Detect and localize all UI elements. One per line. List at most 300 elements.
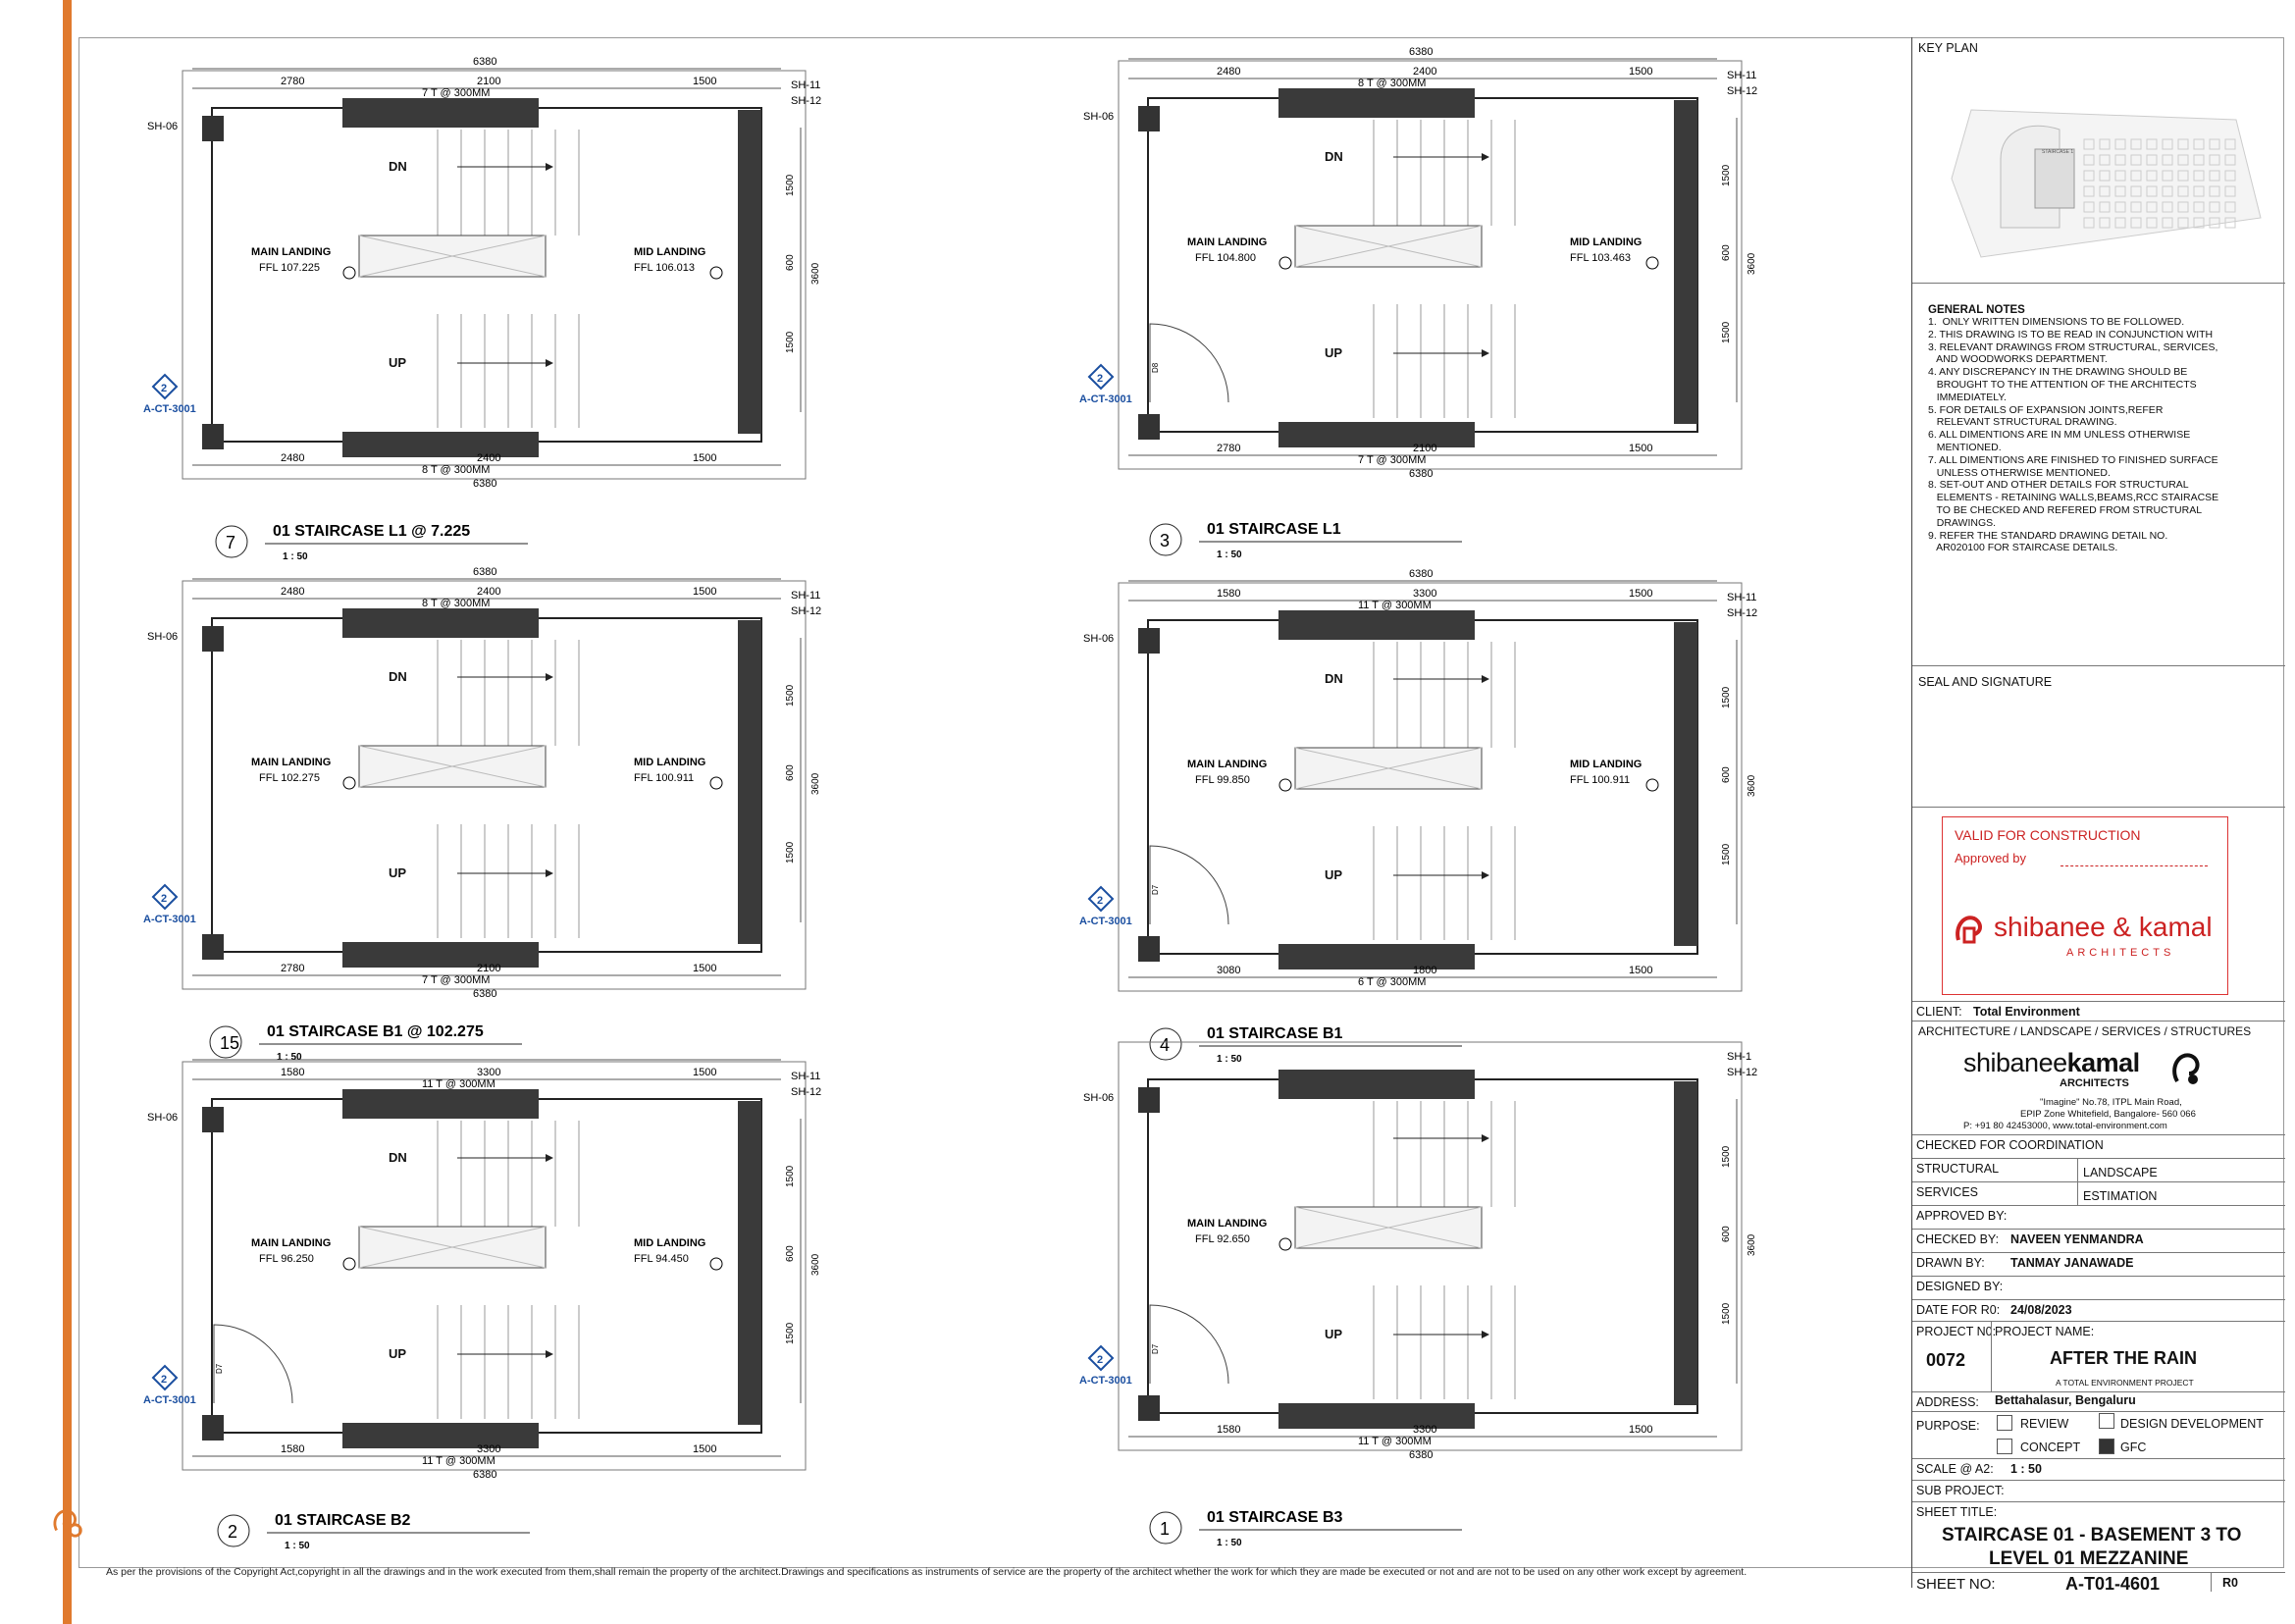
dim-value: 1580 (1217, 1424, 1241, 1436)
dim-total: 6380 (1409, 1449, 1434, 1461)
top-wall-block (342, 1089, 539, 1119)
checked-by-name: NAVEEN YENMANDRA (2010, 1232, 2144, 1246)
tread-spec: 8 T @ 300MM (1358, 78, 1427, 89)
dim-value: 3300 (477, 1067, 501, 1078)
sh-tag: SH-1 (1727, 1051, 1752, 1063)
stamp-firm-name: shibanee & kamal (1994, 912, 2213, 942)
firm-address-3: P: +91 80 42453000, www.total-environment.com (1963, 1121, 2167, 1131)
drawn-by-label: DRAWN BY: (1916, 1256, 1985, 1270)
sheet-title-line-1: STAIRCASE 01 - BASEMENT 3 TO (1942, 1525, 2242, 1545)
sheet-no: A-T01-4601 (2065, 1574, 2161, 1594)
tread-spec: 11 T @ 300MM (422, 1455, 496, 1467)
copyright-notice: As per the provisions of the Copyright Act,copyright in all the drawings and in the work executed from them,shall remain the property of the architect.Drawings and specifications as instruments of service are the property of the architect whether the work for which they are made be executed or not and are not to be used on any other work except by agreement. (106, 1566, 1747, 1578)
vdim: 3600 (810, 262, 821, 285)
arrow-head-icon (1482, 349, 1489, 357)
top-wall-block (1278, 610, 1475, 640)
main-landing-ffl: FFL 107.225 (259, 262, 320, 274)
main-landing-ffl: FFL 102.275 (259, 772, 320, 784)
stamp-valid: VALID FOR CONSTRUCTION (1955, 827, 2141, 843)
sh-tag: SH-06 (1083, 633, 1115, 645)
sh-tag: SH-12 (791, 95, 822, 107)
concept-checkbox (1997, 1439, 2012, 1454)
view-scale: 1 : 50 (285, 1541, 310, 1551)
dim-value: 1500 (693, 76, 717, 87)
design-development-checkbox (2099, 1413, 2114, 1429)
section-marker-num: 2 (161, 1374, 168, 1386)
door-tag: D7 (1151, 884, 1160, 895)
general-note: MENTIONED. (1928, 441, 2002, 453)
tread-spec: 7 T @ 300MM (1358, 454, 1427, 466)
vdim: 600 (785, 254, 796, 271)
dn-label: DN (1325, 671, 1343, 686)
general-note: BROUGHT TO THE ATTENTION OF THE ARCHITECTS (1928, 378, 2197, 391)
general-note: 1. ONLY WRITTEN DIMENSIONS TO BE FOLLOWED. (1928, 316, 2185, 328)
door-swing (1150, 846, 1228, 924)
arrow-head-icon (1482, 1331, 1489, 1338)
main-landing-ffl: FFL 96.250 (259, 1253, 314, 1265)
dim-value: 1800 (1413, 965, 1437, 976)
level-marker-icon (1646, 257, 1658, 269)
key-plan-label: KEY PLAN (1918, 41, 1978, 55)
dim-total: 6380 (1409, 46, 1434, 58)
project-sub: A TOTAL ENVIRONMENT PROJECT (2056, 1378, 2194, 1388)
staircase-plan-2 (143, 1060, 821, 1551)
approved-by-label: APPROVED BY: (1916, 1209, 2008, 1223)
seal-label: SEAL AND SIGNATURE (1918, 675, 2053, 689)
address-label: ADDRESS: (1916, 1395, 1979, 1409)
vdim: 3600 (1747, 774, 1757, 797)
key-plan-staircase-label: STAIRCASE 1 (2042, 149, 2074, 155)
column (1138, 1087, 1160, 1113)
level-marker-icon (710, 1258, 722, 1270)
view-scale: 1 : 50 (1217, 1054, 1242, 1065)
column (202, 1415, 224, 1441)
firm-logo-text: shibaneekamal (1963, 1048, 2140, 1077)
mid-landing-label: MID LANDING (634, 246, 706, 258)
dim-value: 3300 (1413, 588, 1437, 600)
dn-label: DN (389, 1150, 407, 1165)
top-wall-block (342, 98, 539, 128)
disciplines: ARCHITECTURE / LANDSCAPE / SERVICES / STRUCTURES (1918, 1024, 2252, 1038)
view-number: 2 (228, 1522, 238, 1542)
sh-tag: SH-11 (791, 79, 821, 91)
stamp-logo-icon (1953, 911, 1988, 946)
section-marker-num: 2 (1097, 895, 1104, 907)
bottom-wall-block (342, 942, 539, 968)
dim-value: 2400 (477, 586, 501, 598)
section-marker-num: 2 (1097, 1354, 1104, 1366)
door-swing (214, 1325, 292, 1403)
column (1138, 628, 1160, 654)
tread-spec: 7 T @ 300MM (422, 974, 491, 986)
dn-label: DN (389, 159, 407, 174)
dim-value: 1500 (1629, 443, 1653, 454)
general-note: RELEVANT STRUCTURAL DRAWING. (1928, 416, 2117, 429)
column (202, 424, 224, 449)
client-label: CLIENT: (1916, 1005, 1962, 1019)
sh-tag: SH-06 (147, 121, 179, 132)
view-title: 01 STAIRCASE B1 @ 102.275 (267, 1023, 484, 1040)
section-ref: A-CT-3001 (1079, 393, 1132, 405)
firm-address-1: "Imagine" No.78, ITPL Main Road, (2040, 1097, 2182, 1108)
tread-spec: 8 T @ 300MM (422, 598, 491, 609)
arrow-head-icon (1482, 871, 1489, 879)
dim-total: 6380 (473, 988, 497, 1000)
view-scale: 1 : 50 (283, 551, 308, 562)
general-note: 5. FOR DETAILS OF EXPANSION JOINTS,REFER (1928, 403, 2164, 416)
review-checkbox (1997, 1415, 2012, 1431)
dim-value: 1580 (1217, 588, 1241, 600)
level-marker-icon (1279, 1238, 1291, 1250)
vdim: 3600 (1747, 1233, 1757, 1256)
vdim: 600 (785, 764, 796, 781)
dim-value: 1500 (693, 1067, 717, 1078)
title-block (1911, 37, 2285, 1594)
column (1138, 1395, 1160, 1421)
mid-landing-ffl: FFL 100.911 (1570, 774, 1631, 786)
revision: R0 (2222, 1576, 2238, 1590)
column (202, 626, 224, 652)
project-name: AFTER THE RAIN (2050, 1348, 2197, 1368)
sh-tag: SH-06 (1083, 1092, 1115, 1104)
sub-project-label: SUB PROJECT: (1916, 1484, 2005, 1497)
dim-value: 3300 (477, 1443, 501, 1455)
right-wall-block (1674, 622, 1697, 946)
general-note: TO BE CHECKED AND REFERED FROM STRUCTURAL (1928, 503, 2203, 516)
tread-spec: 11 T @ 300MM (1358, 1436, 1432, 1447)
view-number: 4 (1160, 1035, 1171, 1055)
vdim: 3600 (1747, 252, 1757, 275)
main-landing-ffl: FFL 99.850 (1195, 774, 1250, 786)
right-wall-block (738, 620, 761, 944)
staircase-plan-7 (143, 56, 821, 562)
level-marker-icon (343, 1258, 355, 1270)
sh-tag: SH-12 (791, 1086, 822, 1098)
main-landing-label: MAIN LANDING (251, 1237, 332, 1249)
main-landing-label: MAIN LANDING (251, 757, 332, 768)
section-marker-num: 2 (161, 893, 168, 905)
view-title: 01 STAIRCASE B3 (1207, 1509, 1343, 1526)
vdim: 1500 (785, 174, 796, 196)
vdim: 1500 (1721, 1302, 1732, 1325)
address-value: Bettahalasur, Bengaluru (1995, 1393, 2136, 1407)
sh-tag: SH-11 (1727, 70, 1757, 81)
top-wall-block (342, 608, 539, 638)
sh-tag: SH-12 (1727, 1067, 1758, 1078)
purpose-label: PURPOSE: (1916, 1419, 1980, 1433)
review-label: REVIEW (2020, 1417, 2069, 1431)
right-wall-block (738, 110, 761, 434)
mid-landing-label: MID LANDING (634, 1237, 706, 1249)
dn-label: DN (389, 669, 407, 684)
main-landing-ffl: FFL 104.800 (1195, 252, 1256, 264)
section-marker-num: 2 (161, 383, 168, 394)
dim-value: 1500 (1629, 965, 1653, 976)
level-marker-icon (1279, 257, 1291, 269)
dim-value: 2780 (281, 76, 305, 87)
general-note: 3. RELEVANT DRAWINGS FROM STRUCTURAL, SERVICES, (1928, 341, 2218, 353)
stamp-approved: Approved by (1955, 851, 2026, 865)
arrow-head-icon (546, 1154, 553, 1162)
tread-spec: 11 T @ 300MM (1358, 600, 1432, 611)
general-note: 6. ALL DIMENTIONS ARE IN MM UNLESS OTHERWISE (1928, 429, 2191, 442)
general-note: 7. ALL DIMENTIONS ARE FINISHED TO FINISHED SURFACE (1928, 453, 2218, 466)
concept-label: CONCEPT (2020, 1441, 2081, 1454)
dim-value: 2100 (477, 963, 501, 974)
arrow-head-icon (1482, 1134, 1489, 1142)
checked-by-label: CHECKED BY: (1916, 1232, 2000, 1246)
dim-value: 1580 (281, 1443, 305, 1455)
mid-landing-label: MID LANDING (634, 757, 706, 768)
dn-label: DN (1325, 149, 1343, 164)
up-label: UP (389, 355, 407, 370)
general-note: UNLESS OTHERWISE MENTIONED. (1928, 466, 2111, 479)
vdim: 1500 (1721, 321, 1732, 343)
vdim: 600 (785, 1245, 796, 1262)
sh-tag: SH-12 (1727, 85, 1758, 97)
right-wall-block (1674, 1081, 1697, 1405)
scale-value: 1 : 50 (2010, 1462, 2042, 1476)
vdim: 1500 (1721, 164, 1732, 186)
top-wall-block (1278, 1070, 1475, 1099)
sh-tag: SH-06 (147, 631, 179, 643)
mid-landing-ffl: FFL 103.463 (1570, 252, 1631, 264)
vdim: 3600 (810, 1253, 821, 1276)
view-scale: 1 : 50 (277, 1052, 302, 1063)
mid-landing-ffl: FFL 94.450 (634, 1253, 689, 1265)
main-landing-label: MAIN LANDING (1187, 1218, 1268, 1230)
vdim: 1500 (785, 684, 796, 707)
view-title: 01 STAIRCASE L1 (1207, 521, 1341, 538)
section-ref: A-CT-3001 (1079, 1375, 1132, 1387)
bottom-wall-block (1278, 944, 1475, 969)
firm-logo-icon (49, 1501, 86, 1541)
mid-landing-ffl: FFL 100.911 (634, 772, 695, 784)
section-ref: A-CT-3001 (143, 914, 196, 925)
vdim: 1500 (785, 331, 796, 353)
dim-value: 1500 (693, 963, 717, 974)
column (1138, 414, 1160, 440)
bottom-wall-block (342, 432, 539, 457)
dim-total: 6380 (473, 56, 497, 68)
arrow-head-icon (546, 1350, 553, 1358)
vdim: 600 (1721, 244, 1732, 261)
vdim: 1500 (1721, 843, 1732, 865)
design-development-label: DESIGN DEVELOPMENT (2120, 1417, 2264, 1431)
arrow-head-icon (1482, 675, 1489, 683)
staircase-plan-15 (143, 566, 821, 1063)
tread-spec: 8 T @ 300MM (422, 464, 491, 476)
dim-total: 6380 (1409, 568, 1434, 580)
door-swing (1150, 1305, 1228, 1384)
dim-value: 2780 (1217, 443, 1241, 454)
dim-total: 6380 (473, 1469, 497, 1481)
door-tag: D7 (215, 1363, 224, 1374)
services-label: SERVICES (1916, 1185, 1978, 1199)
sh-tag: SH-12 (1727, 607, 1758, 619)
up-label: UP (1325, 867, 1343, 882)
sh-tag: SH-11 (1727, 592, 1757, 603)
dim-total: 6380 (1409, 468, 1434, 480)
dim-value: 2480 (1217, 66, 1241, 78)
column (1138, 936, 1160, 962)
bottom-wall-block (342, 1423, 539, 1448)
dim-total: 6380 (473, 566, 497, 578)
arrow-head-icon (546, 163, 553, 171)
level-marker-icon (1646, 779, 1658, 791)
arrow-head-icon (546, 869, 553, 877)
top-wall-block (1278, 88, 1475, 118)
view-number: 1 (1160, 1519, 1171, 1539)
vdim: 600 (1721, 766, 1732, 783)
sh-tag: SH-06 (1083, 111, 1115, 123)
general-note: DRAWINGS. (1928, 516, 1997, 529)
sh-tag: SH-11 (791, 1071, 821, 1082)
project-name-label: PROJECT NAME: (1995, 1325, 2095, 1338)
general-note: AR020100 FOR STAIRCASE DETAILS. (1928, 542, 2118, 554)
dim-value: 1500 (1629, 588, 1653, 600)
level-marker-icon (343, 777, 355, 789)
gfc-checkbox (2099, 1439, 2114, 1454)
mid-landing-label: MID LANDING (1570, 236, 1643, 248)
sh-tag: SH-06 (147, 1112, 179, 1124)
general-note: 9. REFER THE STANDARD DRAWING DETAIL NO. (1928, 529, 2168, 542)
scale-label: SCALE @ A2: (1916, 1462, 1994, 1476)
tread-spec: 6 T @ 300MM (1358, 976, 1427, 988)
sh-tag: SH-12 (791, 605, 822, 617)
vdim: 600 (1721, 1226, 1732, 1242)
gfc-label: GFC (2120, 1441, 2147, 1454)
project-no-label: PROJECT N0: (1916, 1325, 1997, 1338)
level-marker-icon (710, 777, 722, 789)
dim-total: 6380 (473, 478, 497, 490)
door-swing (1150, 324, 1228, 402)
level-marker-icon (1279, 779, 1291, 791)
view-title: 01 STAIRCASE L1 @ 7.225 (273, 523, 471, 540)
dim-value: 2480 (281, 452, 305, 464)
column (1138, 106, 1160, 131)
section-ref: A-CT-3001 (143, 1394, 196, 1406)
dim-value: 2780 (281, 963, 305, 974)
main-landing-label: MAIN LANDING (251, 246, 332, 258)
level-marker-icon (710, 267, 722, 279)
arrow-head-icon (546, 673, 553, 681)
dim-value: 2100 (477, 76, 501, 87)
up-label: UP (1325, 1327, 1343, 1341)
view-number: 3 (1160, 531, 1171, 550)
general-note: 2. THIS DRAWING IS TO BE READ IN CONJUNCTION WITH (1928, 328, 2214, 341)
dim-value: 1500 (693, 586, 717, 598)
project-no: 0072 (1926, 1350, 1966, 1370)
bottom-wall-block (1278, 422, 1475, 447)
column (202, 1107, 224, 1132)
general-note: AND WOODWORKS DEPARTMENT. (1928, 353, 2108, 366)
dim-value: 1500 (693, 1443, 717, 1455)
main-landing-label: MAIN LANDING (1187, 236, 1268, 248)
estimation-label: ESTIMATION (2083, 1189, 2158, 1203)
section-ref: A-CT-3001 (1079, 916, 1132, 927)
dim-value: 2400 (477, 452, 501, 464)
mid-landing-label: MID LANDING (1570, 759, 1643, 770)
section-ref: A-CT-3001 (143, 403, 196, 415)
general-note: IMMEDIATELY. (1928, 391, 2007, 403)
dim-value: 1500 (1629, 1424, 1653, 1436)
sh-tag: SH-11 (791, 590, 821, 602)
general-notes-list (1928, 316, 2283, 554)
column (202, 934, 224, 960)
view-title: 01 STAIRCASE B2 (275, 1512, 411, 1529)
general-note: 8. SET-OUT AND OTHER DETAILS FOR STRUCTURAL (1928, 479, 2189, 492)
dim-value: 3080 (1217, 965, 1241, 976)
door-tag: D7 (1151, 1343, 1160, 1354)
staircase-plan-1 (1079, 1042, 1757, 1548)
arrow-head-icon (1482, 153, 1489, 161)
dim-value: 1500 (1629, 66, 1653, 78)
designed-by-label: DESIGNED BY: (1916, 1280, 2004, 1293)
staircase-plan-4 (1079, 568, 1757, 1065)
firm-squirrel-icon (2169, 1048, 2205, 1087)
bottom-wall-block (1278, 1403, 1475, 1429)
checked-coordination-label: CHECKED FOR COORDINATION (1916, 1138, 2104, 1152)
dim-value: 3300 (1413, 1424, 1437, 1436)
up-label: UP (389, 1346, 407, 1361)
sheet-title-line-2: LEVEL 01 MEZZANINE (1989, 1548, 2189, 1569)
right-wall-block (738, 1101, 761, 1425)
vdim: 1500 (785, 841, 796, 864)
dim-value: 1500 (693, 452, 717, 464)
tread-spec: 7 T @ 300MM (422, 87, 491, 99)
dim-value: 2400 (1413, 66, 1437, 78)
dim-value: 2100 (1413, 443, 1437, 454)
vdim: 1500 (785, 1165, 796, 1187)
main-landing-ffl: FFL 92.650 (1195, 1233, 1250, 1245)
staircase-plan-3 (1079, 46, 1757, 560)
vdim: 3600 (810, 772, 821, 795)
drawn-by-name: TANMAY JANAWADE (2010, 1256, 2134, 1270)
structural-label: STRUCTURAL (1916, 1162, 2000, 1176)
right-wall-block (1674, 100, 1697, 424)
tread-spec: 11 T @ 300MM (422, 1078, 496, 1090)
client-name: Total Environment (1973, 1005, 2080, 1019)
arrow-head-icon (546, 359, 553, 367)
view-scale: 1 : 50 (1217, 1538, 1242, 1548)
key-plan-drawing (1942, 80, 2266, 267)
construction-stamp (1942, 816, 2228, 995)
firm-address-2: EPIP Zone Whitefield, Bangalore- 560 066 (2020, 1109, 2196, 1120)
up-label: UP (1325, 345, 1343, 360)
sheet-title-label: SHEET TITLE: (1916, 1505, 1998, 1519)
level-marker-icon (343, 267, 355, 279)
general-note: 4. ANY DISCREPANCY IN THE DRAWING SHOULD BE (1928, 366, 2188, 379)
up-label: UP (389, 865, 407, 880)
dim-value: 1580 (281, 1067, 305, 1078)
main-landing-label: MAIN LANDING (1187, 759, 1268, 770)
general-note: ELEMENTS - RETAINING WALLS,BEAMS,RCC STAIRACSE (1928, 492, 2219, 504)
column (202, 116, 224, 141)
date-value: 24/08/2023 (2010, 1303, 2072, 1317)
mid-landing-ffl: FFL 106.013 (634, 262, 695, 274)
dim-value: 2480 (281, 586, 305, 598)
landscape-label: LANDSCAPE (2083, 1166, 2158, 1179)
vdim: 1500 (1721, 1145, 1732, 1168)
firm-logo-sub: ARCHITECTS (2060, 1077, 2129, 1089)
view-scale: 1 : 50 (1217, 550, 1242, 560)
vdim: 1500 (1721, 686, 1732, 708)
view-number: 15 (220, 1033, 240, 1053)
stamp-firm-sub: ARCHITECTS (2066, 947, 2175, 959)
section-marker-num: 2 (1097, 373, 1104, 385)
door-tag: D8 (1151, 362, 1160, 373)
